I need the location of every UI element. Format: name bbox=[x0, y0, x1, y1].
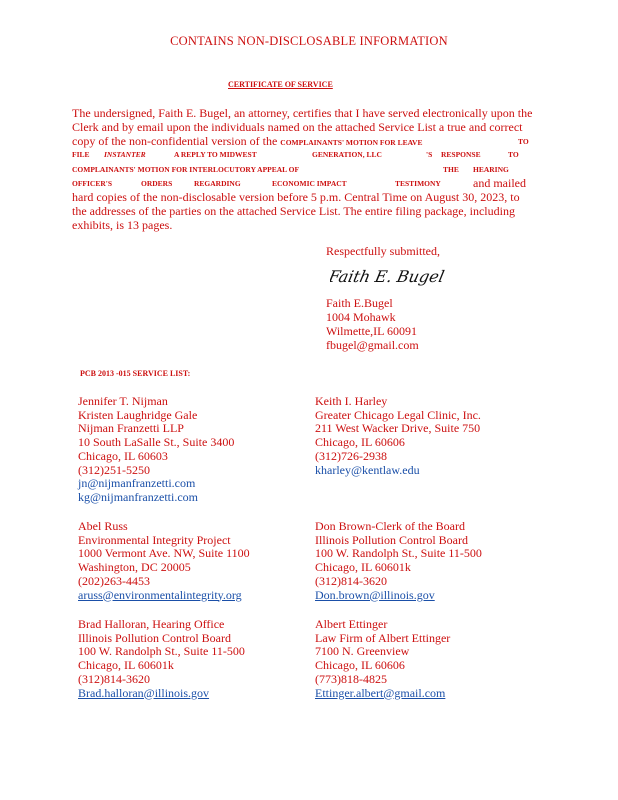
entry-name: Albert Ettinger bbox=[315, 617, 388, 631]
motion-title-part-1: COMPLAINANTS' MOTION FOR LEAVE bbox=[280, 138, 423, 147]
body-line-7: hard copies of the non-disclosable version before 5 p.m. Central Time on August 30, 2023, to bbox=[72, 190, 520, 204]
email-link[interactable]: Ettinger.albert@gmail.com bbox=[315, 685, 446, 700]
signer-street: 1004 Mohawk bbox=[326, 310, 396, 324]
motion-s: 'S bbox=[426, 150, 433, 159]
entry-line: (773)818-4825 bbox=[315, 671, 387, 686]
entry-line: (312)814-3620 bbox=[315, 573, 387, 588]
entry-line: Chicago, IL 60601k bbox=[315, 560, 411, 575]
email-link[interactable]: aruss@environmentalintegrity.org bbox=[78, 587, 242, 602]
signer-city: Wilmette,IL 60091 bbox=[326, 324, 418, 338]
body-and-mailed: and mailed bbox=[473, 176, 526, 190]
motion-testimony: TESTIMONY bbox=[395, 179, 441, 188]
entry-line: 211 West Wacker Drive, Suite 750 bbox=[315, 421, 481, 436]
body-line-1: The undersigned, Faith E. Bugel, an attorney, certifies that I have served electronically upon the bbox=[72, 106, 533, 120]
motion-regarding: REGARDING bbox=[194, 179, 241, 188]
motion-response: RESPONSE bbox=[441, 150, 481, 159]
entry-line: Washington, DC 20005 bbox=[78, 560, 191, 575]
motion-hearing: HEARING bbox=[473, 165, 509, 174]
service-entry-halloran bbox=[78, 618, 245, 700]
service-entry-ettinger bbox=[315, 618, 450, 700]
motion-reply: A REPLY TO MIDWEST bbox=[174, 150, 257, 159]
email-link[interactable]: Brad.halloran@illinois.gov bbox=[78, 685, 210, 700]
entry-line: Illinois Pollution Control Board bbox=[78, 630, 232, 645]
body-line-8: the addresses of the parties on the attached Service List. The entire filing package, including bbox=[72, 204, 515, 218]
service-entry-russ bbox=[78, 520, 250, 602]
entry-line: Kristen Laughridge Gale bbox=[78, 407, 198, 422]
entry-line: Greater Chicago Legal Clinic, Inc. bbox=[315, 407, 481, 422]
entry-line: 7100 N. Greenview bbox=[315, 644, 410, 659]
entry-line: 100 W. Randolph St., Suite 11-500 bbox=[78, 644, 245, 659]
svg-text:Faith E. Bugel: Faith E. Bugel bbox=[330, 267, 446, 286]
entry-line: (202)263-4453 bbox=[78, 573, 150, 588]
signer-email: fbugel@gmail.com bbox=[326, 338, 419, 352]
motion-orders: ORDERS bbox=[141, 179, 173, 188]
entry-line: 100 W. Randolph St., Suite 11-500 bbox=[315, 546, 482, 561]
motion-officers: OFFICER'S bbox=[72, 179, 113, 188]
body-line-9: exhibits, is 13 pages. bbox=[72, 218, 173, 232]
motion-instanter: INSTANTER bbox=[104, 150, 146, 159]
motion-to-1: TO bbox=[518, 137, 529, 146]
service-entry-brown bbox=[315, 520, 482, 602]
motion-file: FILE bbox=[72, 150, 90, 159]
entry-name: Keith I. Harley bbox=[315, 394, 388, 408]
motion-interlocutory: COMPLAINANTS' MOTION FOR INTERLOCUTORY APPEAL OF bbox=[72, 165, 300, 174]
certificate-title: CERTIFICATE OF SERVICE bbox=[228, 80, 333, 89]
entry-name: Brad Halloran, Hearing Office bbox=[78, 617, 225, 631]
entry-line: Chicago, IL 60606 bbox=[315, 658, 405, 673]
entry-line: (312)814-3620 bbox=[78, 671, 150, 686]
signer-name: Faith E.Bugel bbox=[326, 296, 393, 310]
entry-line: Chicago, IL 60601k bbox=[78, 658, 174, 673]
confidentiality-banner: CONTAINS NON-DISCLOSABLE INFORMATION bbox=[170, 34, 448, 48]
entry-line: Chicago, IL 60606 bbox=[315, 435, 405, 450]
handwritten-signature bbox=[330, 262, 460, 297]
entry-line: (312)726-2938 bbox=[315, 448, 387, 463]
closing: Respectfully submitted, bbox=[326, 244, 440, 258]
email-link[interactable]: Don.brown@illinois.gov bbox=[315, 587, 435, 602]
email-link[interactable]: kharley@kentlaw.edu bbox=[315, 462, 420, 477]
motion-generation: GENERATION, LLC bbox=[312, 150, 382, 159]
body-line-3 bbox=[72, 134, 422, 149]
entry-line: 10 South LaSalle St., Suite 3400 bbox=[78, 435, 235, 450]
entry-name: Don Brown-Clerk of the Board bbox=[315, 519, 465, 533]
service-entry-harley bbox=[315, 395, 481, 477]
entry-name: Abel Russ bbox=[78, 519, 128, 533]
email-link[interactable]: jn@nijmanfranzetti.com bbox=[78, 476, 196, 491]
body-line-2: Clerk and by email upon the individuals named on the attached Service List a true and correct bbox=[72, 120, 523, 134]
motion-economic-impact: ECONOMIC IMPACT bbox=[272, 179, 347, 188]
entry-line: 1000 Vermont Ave. NW, Suite 1100 bbox=[78, 546, 250, 561]
motion-to-2: TO bbox=[508, 150, 519, 159]
entry-line: Environmental Integrity Project bbox=[78, 532, 231, 547]
entry-line: Chicago, IL 60603 bbox=[78, 448, 168, 463]
body-line-3-text: copy of the non-confidential version of the bbox=[72, 134, 278, 148]
service-entry-nijman bbox=[78, 395, 234, 505]
entry-line: Nijman Franzetti LLP bbox=[78, 421, 184, 436]
entry-name: Jennifer T. Nijman bbox=[78, 394, 168, 408]
email-link[interactable]: kg@nijmanfranzetti.com bbox=[78, 489, 199, 504]
service-list-title: PCB 2013 -015 SERVICE LIST: bbox=[80, 369, 191, 378]
entry-line: (312)251-5250 bbox=[78, 462, 150, 477]
entry-line: Law Firm of Albert Ettinger bbox=[315, 630, 451, 645]
entry-line: Illinois Pollution Control Board bbox=[315, 532, 469, 547]
motion-the: THE bbox=[443, 165, 459, 174]
